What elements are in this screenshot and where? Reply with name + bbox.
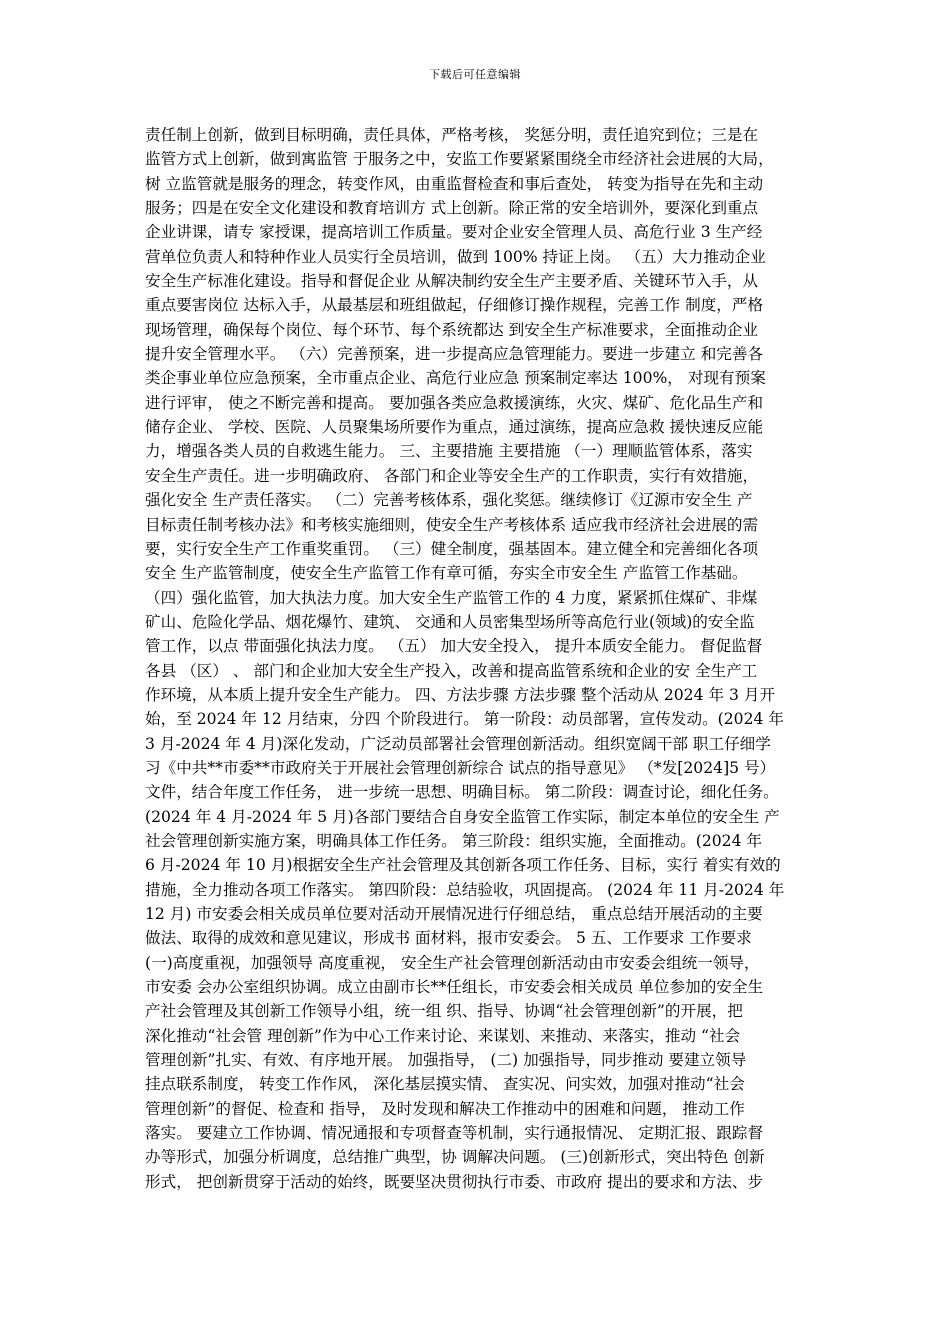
body-paragraph <box>145 123 809 1194</box>
body-line: 提升安全管理水平。 （六）完善预案，进一步提高应急管理能力。要进一步建立 和完善各 <box>145 345 764 364</box>
body-line: 责任制上创新，做到目标明确，责任具体，严格考核， 奖惩分明，责任追究到位；三是在 <box>145 126 759 144</box>
body-line: 落实。 要建立工作协调、情况通报和专项督查等机制，实行通报情况、 定期汇报、跟踪督 <box>145 1124 764 1143</box>
body-line: 树 立监管就是服务的理念，转变作风，由重监督检查和事后查处， 转变为指导在先和主动 <box>145 174 764 193</box>
body-line: 管理创新”的督促、检查和 指导， 及时发现和解决工作推动中的困难和问题， 推动工作 <box>145 1099 745 1118</box>
body-line: 形式， 把创新贯穿于活动的始终，既要坚决贯彻执行市委、市政府 提出的要求和方法、步 <box>145 1172 764 1191</box>
body-line: 各县 （区） 、 部门和企业加大安全生产投入，改善和提高监管系统和企业的安 全生产工 <box>145 661 758 680</box>
body-line: 要，实行安全生产工作重奖重罚。 （三）健全制度，强基固本。建立健全和完善细化各项 <box>145 539 759 558</box>
body-line: 做法、取得的成效和意见建议，形成书 面材料，报市安委会。 5 五、工作要求 工作要求 <box>145 929 752 948</box>
body-line: 深化推动“社会管 理创新”作为中心工作来讨论、来谋划、来推动、来落实，推动 “社会 <box>145 1026 741 1045</box>
body-line: （四）强化监管，加大执法力度。加大安全生产监管工作的 4 力度，紧紧抓住煤矿、非煤 <box>145 588 758 607</box>
body-line: 3 月-2024 年 4 月)深化发动，广泛动员部署社会管理创新活动。组织宽阔干部 职工仔细学 <box>145 734 771 753</box>
body-line: 挂点联系制度， 转变工作作风， 深化基层摸实情、 查实况、问实效，加强对推动“社会 <box>145 1075 745 1094</box>
body-line: 矿山、危险化学品、烟花爆竹、建筑、 交通和人员密集型场所等高危行业(领域)的安全监 <box>145 612 755 631</box>
body-line: 目标责任制考核办法》和考核实施细则，使安全生产考核体系 适应我市经济社会进展的需 <box>145 515 759 534</box>
body-line: 类企事业单位应急预案，全市重点企业、高危行业应急 预案制定率达 100%， 对现有预案 <box>145 369 766 388</box>
body-line: 安全生产责任。进一步明确政府、 各部门和企业等安全生产的工作职责，实行有效措施， <box>145 466 759 485</box>
body-line: 管工作，以点 带面强化执法力度。 （五） 加大安全投入， 提升本质安全能力。 督促监督 <box>145 637 763 656</box>
body-line: 储存企业、 学校、医院、人员聚集场所要作为重点，通过演练，提高应急救 援快速反应能 <box>145 418 764 437</box>
body-line: 监管方式上创新，做到寓监管 于服务之中，安监工作要紧紧围绕全市经济社会进展的大局， <box>145 150 774 169</box>
body-line: 12 月) 市安委会相关成员单位要对活动开展情况进行仔细总结， 重点总结开展活动的主要 <box>145 905 763 923</box>
body-line: 安全 生产监管制度，使安全生产监管工作有章可循，夯实全市安全生 产监管工作基础。 <box>145 564 748 583</box>
body-line: (一)高度重视，加强领导 高度重视， 安全生产社会管理创新活动由市安委会组统一领导， <box>145 953 760 972</box>
body-line: 强化安全 生产责任落实。 （二）完善考核体系，强化奖惩。继续修订《辽源市安全生 产 <box>145 491 753 510</box>
body-line: 市安委 会办公室组织协调。成立由副市长**任组长，市安委会相关成员 单位参加的安全生 <box>145 978 764 997</box>
body-line: 始，至 2024 年 12 月结束，分四 个阶段进行。 第一阶段：动员部署，宣传发动。(2024 年 <box>145 710 784 729</box>
body-line: (2024 年 4 月-2024 年 5 月)各部门要结合自身安全监管工作实际，制定本单位的安全生 产 <box>145 807 780 826</box>
body-line: 进行评审， 使之不断完善和提高。 要加强各类应急救援演练，火灾、煤矿、危化品生产和 <box>145 393 764 412</box>
body-line: 重点要害岗位 达标入手，从最基层和班组做起，仔细修订操作规程，完善工作 制度，严格 <box>145 296 764 315</box>
body-line: 6 月-2024 年 10 月)根据安全生产社会管理及其创新各项工作任务、目标，实行 着实有效的 <box>145 856 781 875</box>
body-line: 办等形式，加强分析调度，总结推广典型，协 调解决问题。 (三)创新形式，突出特色 创新 <box>145 1148 765 1167</box>
body-line: 措施，全力推动各项工作落实。 第四阶段：总结验收，巩固提高。 (2024 年 11 月-2024 年 <box>145 880 785 899</box>
body-line: 营单位负责人和特种作业人员实行全员培训，做到 100% 持证上岗。 （五）大力推动企业 <box>145 247 766 266</box>
body-line: 作环境，从本质上提升安全生产能力。 四、方法步骤 方法步骤 整个活动从 2024 年 3 月开 <box>145 685 776 704</box>
body-line: 管理创新”扎实、有效、有序地开展。 加强指导， (二) 加强指导，同步推动 要建立领导 <box>145 1051 747 1070</box>
body-line: 现场管理，确保每个岗位、每个环节、每个系统都达 到安全生产标准要求，全面推动企业 <box>145 320 759 339</box>
page-header: 下载后可任意编辑 <box>429 68 521 81</box>
body-line: 文件，结合年度工作任务， 进一步统一思想、明确目标。 第二阶段：调查讨论，细化任务。 <box>145 783 779 802</box>
body-line: 服务；四是在安全文化建设和教育培训方 式上创新。除正常的安全培训外，要深化到重点 <box>145 199 759 218</box>
body-line: 习《中共**市委**市政府关于开展社会管理创新综合 试点的指导意见》 （*发[2024]5 号） <box>145 758 776 777</box>
body-line: 社会管理创新实施方案，明确具体工作任务。 第三阶段：组织实施，全面推动。(2024 年 <box>145 831 763 850</box>
body-line: 力，增强各类人员的自救逃生能力。 三、主要措施 主要措施 （一）理顺监管体系，落实 <box>145 442 753 461</box>
body-line: 安全生产标准化建设。指导和督促企业 从解决制约安全生产主要矛盾、关键环节入手，从 <box>145 272 759 291</box>
body-line: 企业讲课，请专 家授课，提高培训工作质量。要对企业安全管理人员、高危行业 3 生产经 <box>145 223 763 242</box>
body-line: 产社会管理及其创新工作领导小组，统一组 织、指导、协调“社会管理创新”的开展，把 <box>145 1002 743 1021</box>
